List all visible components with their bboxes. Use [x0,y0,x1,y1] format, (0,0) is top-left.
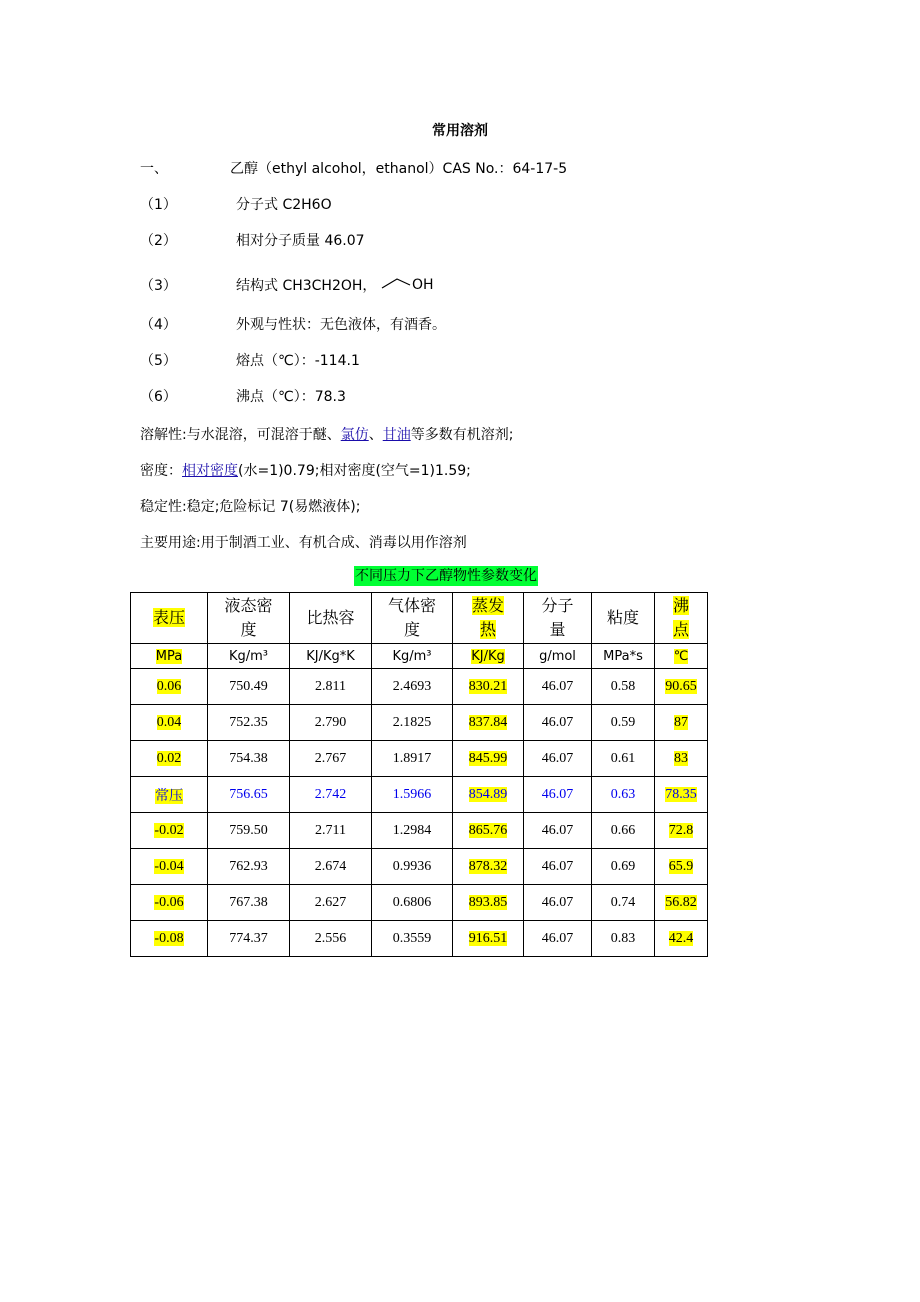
table-header-text: 热 [479,620,496,639]
section-heading [140,158,567,178]
solubility-line [140,424,513,444]
table-cell [208,849,290,885]
table-cell-text: -0.02 [154,822,184,838]
page-title: 常用溶剂 [432,123,488,139]
property-item [140,272,442,295]
table-cell [655,921,708,957]
table-cell [655,813,708,849]
section-heading-text: 乙醇（ethyl alcohol，ethanol）CAS No.：64-17-5 [230,161,568,177]
table-cell-text: 78.35 [665,786,697,802]
table-unit-text: Kg/m³ [392,648,432,664]
table-cell-text: 46.07 [541,678,574,694]
table-cell [453,921,524,957]
property-item-text: 相对分子质量 46.07 [236,233,365,249]
table-cell [524,813,592,849]
table-cell-text: -0.04 [154,858,184,874]
table-cell-text: 837.84 [468,714,508,730]
table-cell [524,705,592,741]
table-unit-cell [524,644,592,669]
table-cell [524,741,592,777]
table-cell [372,849,453,885]
table-cell-text: 0.9936 [392,858,432,874]
table-unit-cell [655,644,708,669]
table-cell [453,777,524,813]
table-cell [131,705,208,741]
table-header-text: 量 [549,620,566,639]
table-cell [453,741,524,777]
table-cell-text: 0.06 [156,678,182,694]
table-header-text: 度 [240,620,257,639]
property-item [140,230,365,250]
table-unit-text: KJ/Kg*K [306,648,355,664]
table-cell-text: 865.76 [468,822,508,838]
property-item [140,194,332,214]
table-cell [655,849,708,885]
table-cell-text: 752.35 [229,714,268,730]
table-cell-text: 878.32 [468,858,508,874]
table-cell [524,921,592,957]
table-cell-text: 46.07 [541,786,574,802]
table-header-text: 表压 [152,608,185,627]
table-row [131,741,708,777]
table-cell-text: 2.742 [314,786,347,802]
table-unit-cell [208,644,290,669]
table-cell-text: 0.58 [610,678,636,694]
table-cell [290,777,372,813]
table-cell-text: 0.6806 [392,894,432,910]
table-cell [592,777,655,813]
property-item-text: 沸点（℃）：78.3 [236,389,346,405]
table-cell-text: 2.811 [315,678,346,694]
table-cell [592,669,655,705]
table-unit-text: Kg/m³ [228,648,269,664]
ethanol-structure-icon [380,272,442,292]
table-cell-text: 916.51 [468,930,508,946]
link-glycerol[interactable]: 甘油 [382,427,411,443]
table-cell [290,849,372,885]
link-relative-density[interactable]: 相对密度 [182,463,238,479]
table-row [131,669,708,705]
table-cell [655,705,708,741]
table-cell [131,921,208,957]
table-cell [208,777,290,813]
solubility-suffix: 等多数有机溶剂; [410,427,514,443]
table-cell-text: 46.07 [541,822,574,838]
table-cell-text: 854.89 [468,786,508,802]
table-header-cell [372,593,453,644]
table-cell-text: 0.63 [610,786,636,802]
section-number: 一、 [140,161,168,177]
table-cell [592,921,655,957]
table-row [131,849,708,885]
table-cell-text: 0.61 [610,750,636,766]
table-header-text: 沸 [672,596,689,615]
table-cell-text: 830.21 [468,678,508,694]
table-cell [372,813,453,849]
table-header-text: 蒸发 [471,596,504,615]
table-cell-text: 2.627 [314,894,347,910]
table-cell-text: 65.9 [668,858,694,874]
table-cell [592,705,655,741]
property-item-number: （5） [140,353,177,369]
table-cell [453,705,524,741]
table-cell [453,849,524,885]
table-cell [592,813,655,849]
table-header-cell [208,593,290,644]
table-cell [290,885,372,921]
table-cell [524,777,592,813]
table-cell [208,921,290,957]
table-cell-text: 756.65 [229,786,268,802]
property-item-text: 外观与性状：无色液体，有酒香。 [236,317,446,333]
table-cell-text: 0.83 [610,930,636,946]
table-cell [655,885,708,921]
property-item-text: 分子式 C2H6O [236,197,332,213]
density-suffix: (水=1)0.79;相对密度(空气=1)1.59; [238,463,471,479]
table-header-cell [131,593,208,644]
table-cell-text: 72.8 [668,822,694,838]
table-unit-cell [131,644,208,669]
property-item-number: （6） [140,389,177,405]
table-cell [131,777,208,813]
table-header-text: 气体密 [387,596,436,615]
table-cell-text: 0.3559 [392,930,432,946]
table-cell [208,741,290,777]
table-header-text: 液态密 [224,596,273,615]
table-cell [592,741,655,777]
table-cell-text: 0.74 [610,894,636,910]
table-cell [655,669,708,705]
table-cell [592,885,655,921]
table-units-row [131,644,708,669]
table-cell-text: 0.66 [610,822,636,838]
table-unit-text: KJ/Kg [471,648,505,664]
table-cell [290,705,372,741]
table-cell [592,849,655,885]
usage-line: 主要用途:用于制酒工业、有机合成、消毒以用作溶剂 [140,535,467,551]
property-item [140,350,360,370]
table-cell [372,885,453,921]
table-cell [131,849,208,885]
table-unit-text: ℃ [673,648,689,664]
table-unit-cell [592,644,655,669]
table-cell [131,813,208,849]
table-header-row [131,593,708,644]
table-cell-text: 2.4693 [392,678,432,694]
table-header-cell [592,593,655,644]
table-cell-text: 759.50 [229,822,268,838]
table-row [131,705,708,741]
solubility-prefix: 溶解性:与水混溶，可混溶于醚、 [140,427,341,443]
table-cell-text: 774.37 [229,930,268,946]
solubility-separator: 、 [368,427,383,443]
table-cell-text: 845.99 [468,750,508,766]
table-cell [524,885,592,921]
table-cell-text: 83 [674,750,688,766]
table-cell [372,741,453,777]
table-cell-text: 2.711 [315,822,346,838]
table-cell [372,705,453,741]
table-cell-text: 46.07 [541,894,574,910]
stability-line: 稳定性:稳定;危险标记 7(易燃液体); [140,499,361,515]
density-prefix: 密度： [140,463,182,479]
table-cell [524,849,592,885]
table-header-text: 度 [403,620,420,639]
table-cell-text: 1.5966 [392,786,432,802]
table-header-cell [453,593,524,644]
table-cell [290,741,372,777]
property-item [140,386,346,406]
table-cell-text: 762.93 [229,858,268,874]
table-cell [655,777,708,813]
table-cell [208,813,290,849]
table-cell [208,885,290,921]
table-cell-text: 1.2984 [392,822,432,838]
table-unit-cell [453,644,524,669]
table-cell [290,669,372,705]
table-cell-text: -0.06 [154,894,184,910]
table-cell-text: 42.4 [668,930,694,946]
density-line [140,460,471,480]
table-cell [131,741,208,777]
table-cell-text: 0.04 [156,714,182,730]
table-cell [131,669,208,705]
table-cell-text: 56.82 [665,894,697,910]
table-cell [372,921,453,957]
property-item-text: 结构式 CH3CH2OH， [236,278,377,294]
table-unit-cell [290,644,372,669]
table-header-text: 粘度 [606,608,639,627]
table-header-text: 分子 [541,596,574,615]
table-cell-text: 2.1825 [392,714,432,730]
table-cell [453,885,524,921]
property-item-number: （2） [140,233,177,249]
table-cell [524,669,592,705]
table-cell [131,885,208,921]
table-cell [372,777,453,813]
table-unit-text: g/mol [539,648,576,664]
table-row [131,921,708,957]
table-cell [290,813,372,849]
property-item [140,314,446,334]
table-cell-text: 2.556 [314,930,347,946]
table-row [131,813,708,849]
table-cell-text: 46.07 [541,714,574,730]
table-cell [453,669,524,705]
table-cell [372,669,453,705]
table-row [131,885,708,921]
table-unit-text: MPa*s [603,648,643,664]
table-cell-text: 1.8917 [392,750,432,766]
table-unit-cell [372,644,453,669]
property-item-number: （3） [140,278,177,294]
table-cell [208,705,290,741]
table-cell-text: 2.674 [314,858,347,874]
table-unit-text: MPa [155,648,183,664]
table-cell-text: -0.08 [154,930,184,946]
table-cell [290,921,372,957]
table-cell [208,669,290,705]
table-cell-text: 46.07 [541,930,574,946]
table-cell-text: 754.38 [229,750,268,766]
table-cell-text: 87 [674,714,688,730]
table-row [131,777,708,813]
link-chloroform[interactable]: 氯仿 [340,427,369,443]
table-cell-text: 90.65 [665,678,697,694]
table-cell-text: 常压 [155,788,183,804]
table-header-cell [655,593,708,644]
table-cell [453,813,524,849]
table-header-text: 点 [672,620,689,639]
table-cell-text: 2.767 [314,750,347,766]
table-cell-text: 893.85 [468,894,508,910]
table-cell-text: 46.07 [541,858,574,874]
ethanol-properties-table [130,592,708,957]
table-cell-text: 46.07 [541,750,574,766]
table-cell [655,741,708,777]
table-cell-text: 0.02 [156,750,182,766]
property-item-number: （4） [140,317,177,333]
table-header-cell [290,593,372,644]
table-cell-text: 2.790 [314,714,347,730]
table-header-text: 比热容 [306,608,355,627]
structure-oh-label: OH [412,277,434,292]
table-cell-text: 750.49 [229,678,268,694]
table-caption: 不同压力下乙醇物性参数变化 [355,568,537,584]
table-cell-text: 0.59 [610,714,636,730]
table-cell-text: 0.69 [610,858,636,874]
table-cell-text: 767.38 [229,894,268,910]
property-item-number: （1） [140,197,177,213]
table-header-cell [524,593,592,644]
property-item-text: 熔点（℃）：-114.1 [236,353,360,369]
